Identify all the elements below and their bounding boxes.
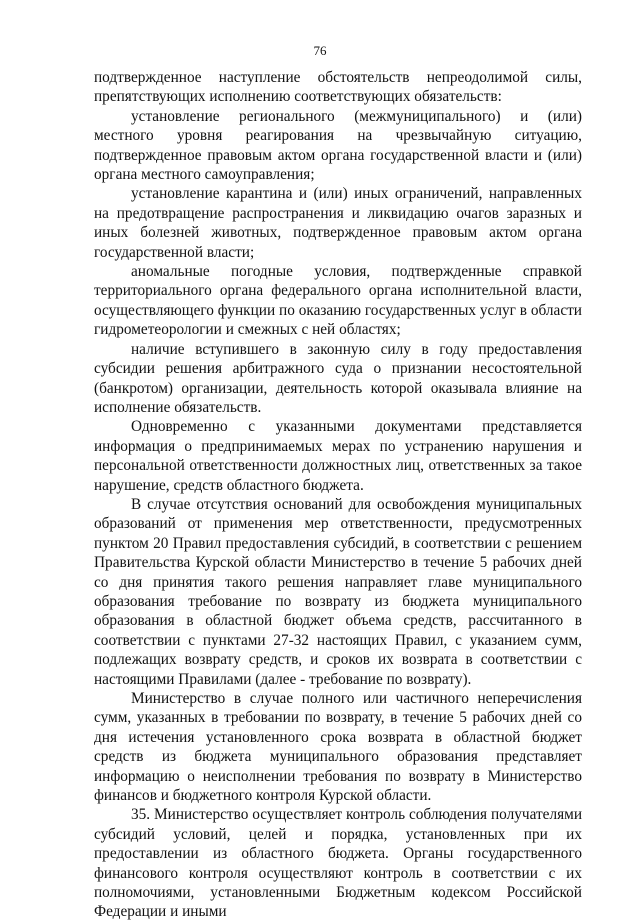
paragraph-emergency-response: установление регионального (межмуниципального) и (или) местного уровня реагирования на чрезвычайную ситуацию, подтвержденное правовым актом органа государственной власти и (или) органа местного самоуправления; xyxy=(94,107,582,184)
paragraph-weather-conditions: аномальные погодные условия, подтвержденные справкой территориального органа федерального органа исполнительной власти, осуществляющего функции по оказанию государственных услуг в области гидрометеорологии и смежных с ней областях; xyxy=(94,263,582,339)
page-number: 76 xyxy=(313,43,327,58)
paragraph-35-control: 35. Министерство осуществляет контроль соблюдения получателями субсидий условий, целей и порядка, установленных при их предоставлении из областного бюджета. Органы государственного финансового контроля осуществляют контроль в соответствии с их полномочиями, установленными Бюджетным кодексом Российской Федерации и иными xyxy=(94,806,582,921)
paragraph-nonpayment-information: Министерство в случае полного или частичного неперечисления сумм, указанных в требовании по возврату, в течение 5 рабочих дней со дня истечения установленного срока возврата в областной бюджет средств из бюджета муниципального образования представляет информацию о неисполнении требования по возврату в Министерство финансов и бюджетного контроля Курской области. xyxy=(94,690,582,805)
document-body xyxy=(94,68,582,922)
paragraph-measures-information: Одновременно с указанными документами представляется информация о предпринимаемых мерах по устранению нарушения и персональной ответственности должностных лиц, ответственных за такое нарушение, средств областного бюджета. xyxy=(94,418,582,494)
paragraph-return-requirement: В случае отсутствия оснований для освобождения муниципальных образований от применения мер ответственности, предусмотренных пунктом 20 Правил предоставления субсидий, в соответствии с решением Правительства Курской области Министерство в течение 5 рабочих дней со дня принятия такого решения направляет главе муниципального образования требование по возврату из бюджета муниципального образования в областной бюджет объема средств, рассчитанного в соответствии с пунктами 27-32 настоящих Правил, с указанием сумм, подлежащих возврату средств, и сроков их возврата в соответствии с настоящими Правилами (далее - требование по возврату). xyxy=(94,495,582,688)
paragraph-continuation: подтвержденное наступление обстоятельств непреодолимой силы, препятствующих исполнению соответствующих обязательств: xyxy=(94,69,582,106)
paragraph-quarantine: установление карантина и (или) иных ограничений, направленных на предотвращение распространения и ликвидацию очагов заразных и иных болезней животных, подтвержденное правовым актом органа государственной власти; xyxy=(94,185,582,261)
paragraph-bankruptcy: наличие вступившего в законную силу в году предоставления субсидии решения арбитражного суда о признании несостоятельной (банкротом) организации, деятельность которой оказывала влияние на исполнение обязательств. xyxy=(94,340,582,416)
